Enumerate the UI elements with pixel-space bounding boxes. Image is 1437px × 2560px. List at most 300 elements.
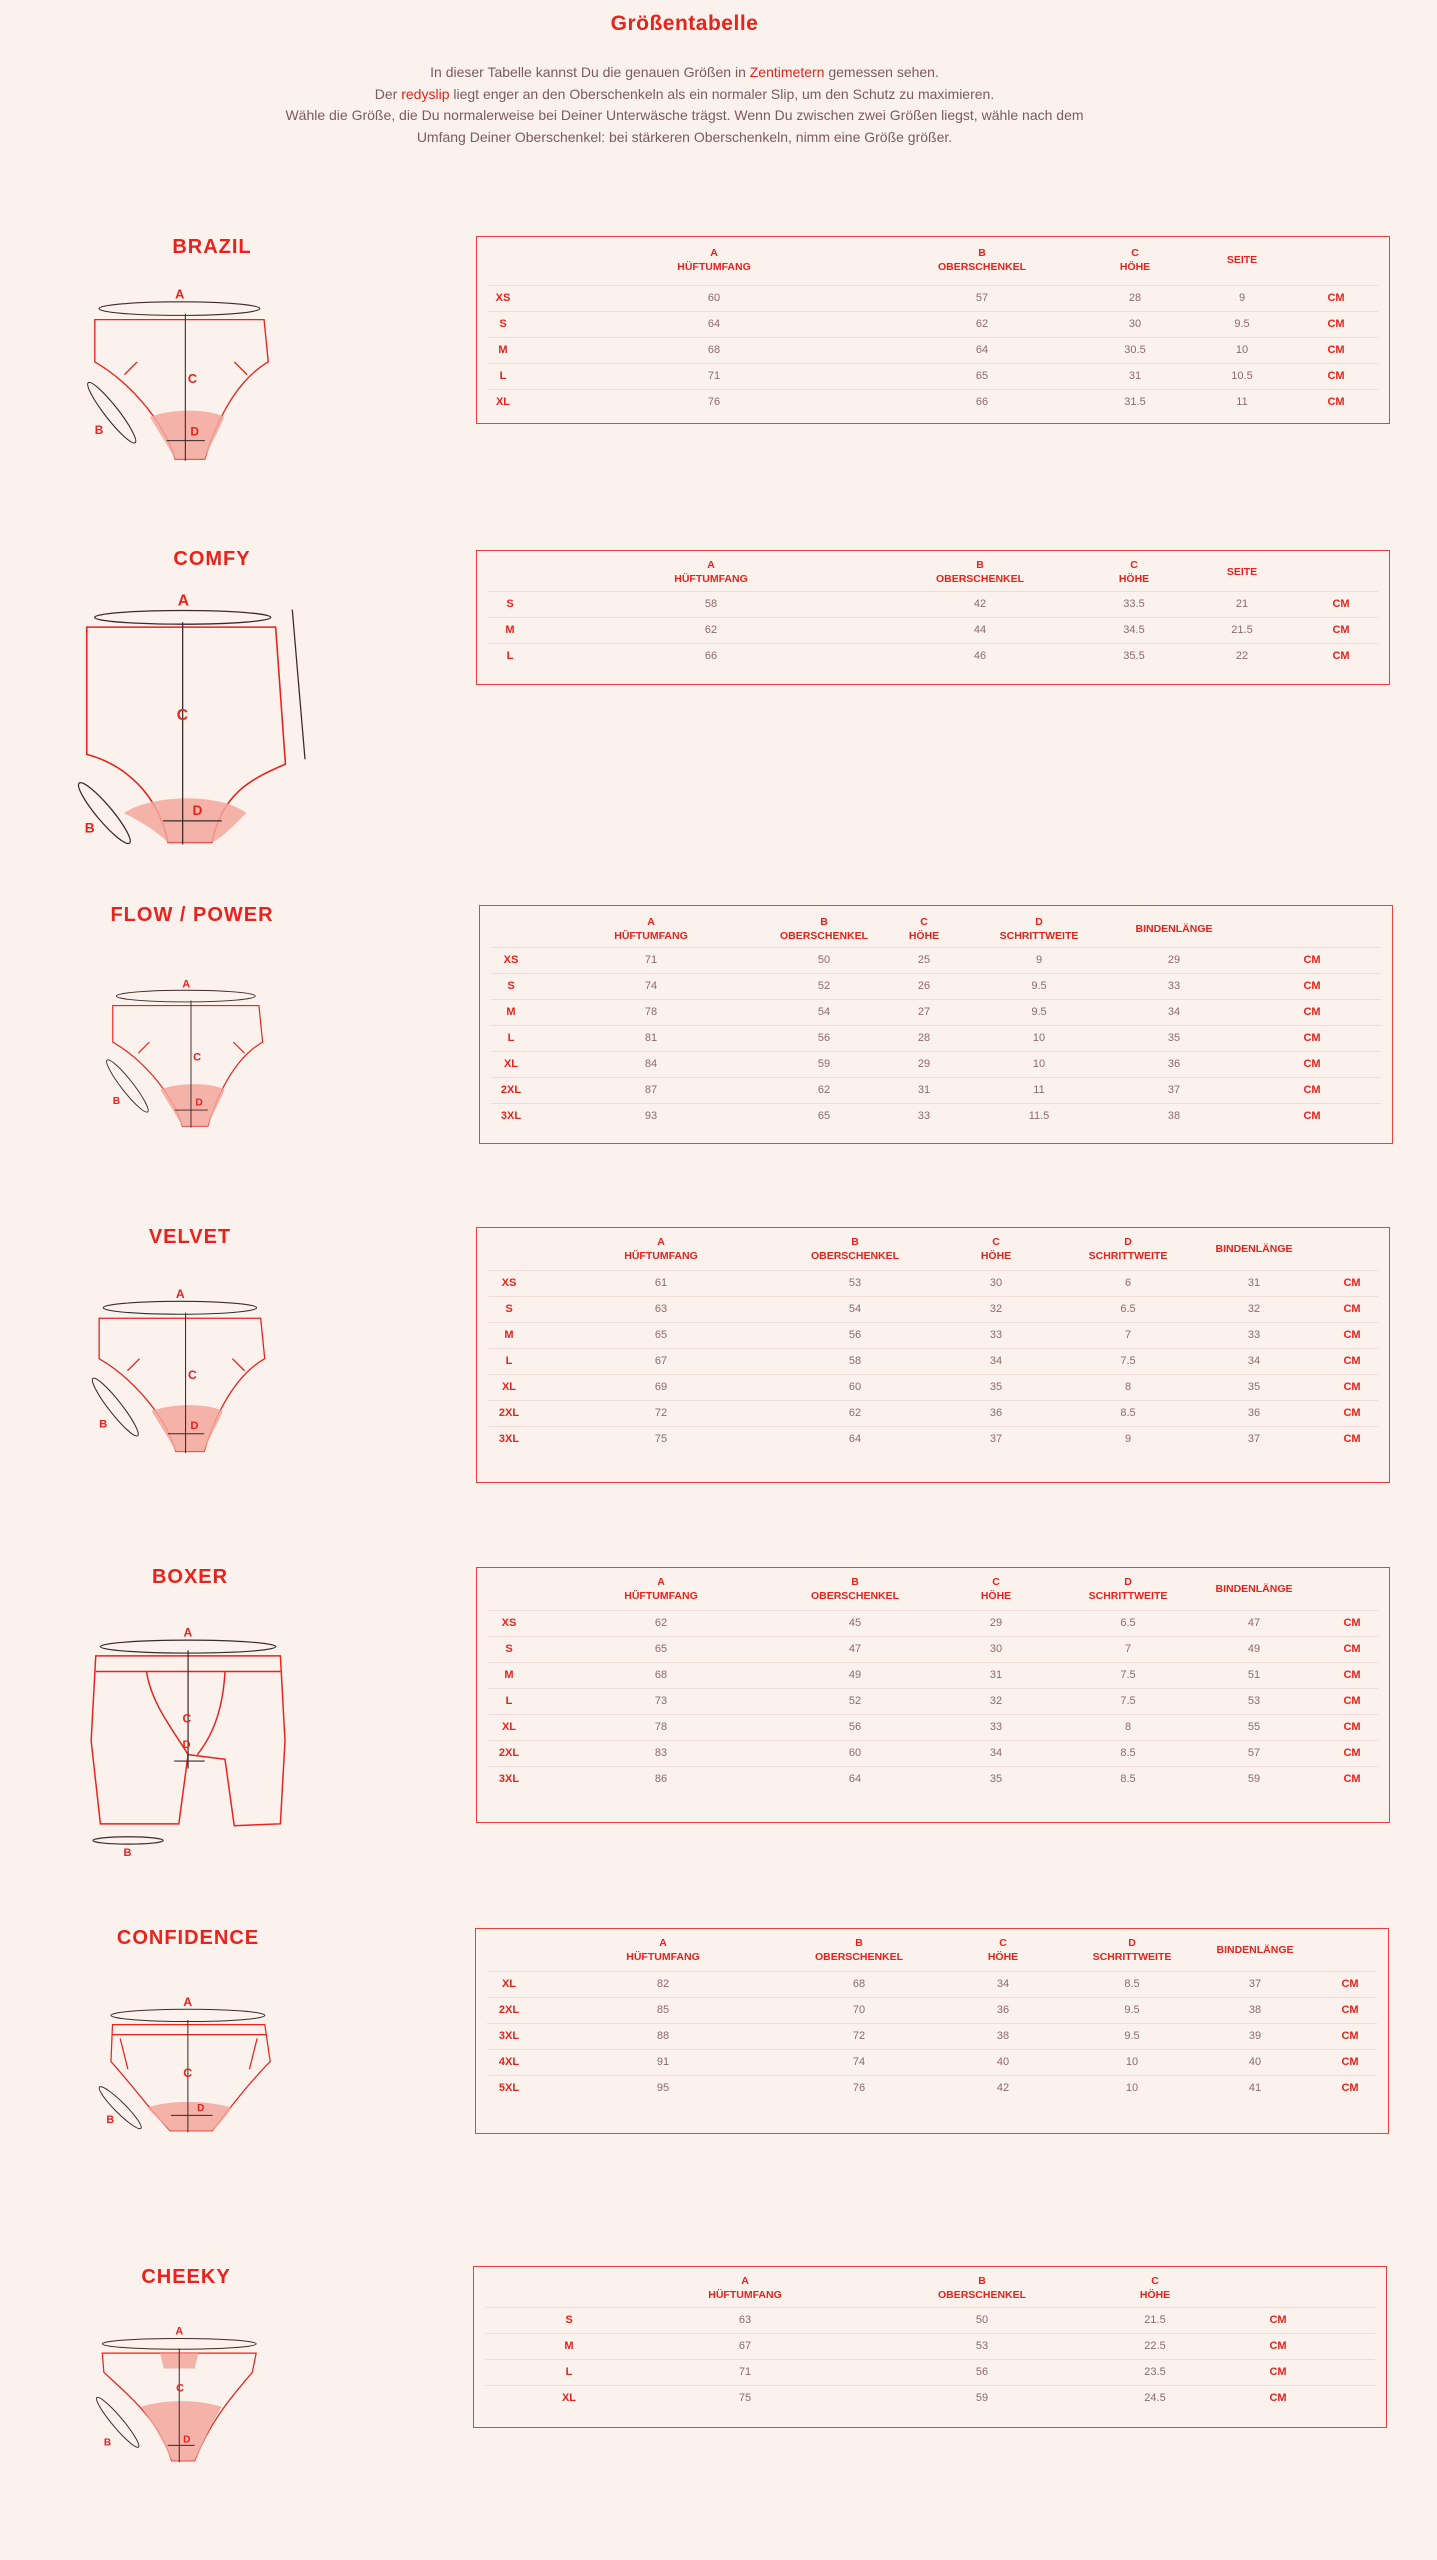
table-cell: 59 bbox=[1247, 1773, 1261, 1785]
table-cell: 55 bbox=[1247, 1721, 1261, 1733]
thigh-ellipse bbox=[88, 1374, 143, 1439]
table-cell: 52 bbox=[848, 1695, 862, 1707]
size-label: XS bbox=[501, 1277, 517, 1289]
table-cell: 88 bbox=[656, 2030, 670, 2042]
unit-label: CM bbox=[1303, 1058, 1321, 1070]
unit-label: CM bbox=[1343, 1695, 1361, 1707]
row-divider bbox=[485, 2385, 1375, 2386]
table-cell: 78 bbox=[644, 1006, 658, 1018]
label-d: D bbox=[197, 2102, 205, 2114]
column-header: D SCHRITTWEITE bbox=[1092, 1937, 1172, 1963]
table-cell: 7.5 bbox=[1120, 1669, 1136, 1681]
table-cell: 56 bbox=[848, 1329, 862, 1341]
row-divider bbox=[488, 337, 1378, 338]
table-cell: 27 bbox=[917, 1006, 931, 1018]
unit-label: CM bbox=[1341, 2030, 1359, 2042]
size-label: S bbox=[505, 1303, 513, 1315]
table-cell: 75 bbox=[654, 1433, 668, 1445]
table-cell: 8.5 bbox=[1120, 1773, 1136, 1785]
table-cell: 9.5 bbox=[1234, 318, 1250, 330]
table-cell: 38 bbox=[1167, 1110, 1181, 1122]
table-cell: 75 bbox=[738, 2392, 752, 2404]
table-cell: 60 bbox=[707, 292, 721, 304]
size-label: L bbox=[507, 1032, 515, 1044]
table-cell: 26 bbox=[917, 980, 931, 992]
label-d: D bbox=[183, 2434, 191, 2446]
column-header: C HÖHE bbox=[1119, 247, 1151, 273]
label-d: D bbox=[182, 1739, 191, 1752]
size-label: 3XL bbox=[498, 1433, 520, 1445]
table-cell: 84 bbox=[644, 1058, 658, 1070]
table-cell: 56 bbox=[817, 1032, 831, 1044]
table-cell: 65 bbox=[654, 1329, 668, 1341]
table-cell: 35 bbox=[1247, 1381, 1261, 1393]
table-cell: 10 bbox=[1125, 2056, 1139, 2068]
table-cell: 70 bbox=[852, 2004, 866, 2016]
product-title-velvet: VELVET bbox=[148, 1226, 232, 1248]
table-cell: 33 bbox=[989, 1721, 1003, 1733]
label-b: B bbox=[84, 820, 95, 836]
label-a: A bbox=[175, 1287, 185, 1302]
waist-ellipse bbox=[111, 2009, 265, 2021]
table-cell: 33 bbox=[917, 1110, 931, 1122]
table-cell: 10 bbox=[1032, 1032, 1046, 1044]
table-cell: 37 bbox=[989, 1433, 1003, 1445]
table-cell: 50 bbox=[817, 954, 831, 966]
table-cell: 64 bbox=[848, 1433, 862, 1445]
garment-svg bbox=[85, 1625, 305, 1870]
size-label: M bbox=[504, 1329, 514, 1341]
table-cell: 57 bbox=[975, 292, 989, 304]
table-cell: 8.5 bbox=[1124, 1978, 1140, 1990]
unit-label: CM bbox=[1269, 2340, 1287, 2352]
column-header: B OBERSCHENKEL bbox=[810, 1236, 900, 1262]
table-cell: 21.5 bbox=[1231, 624, 1253, 636]
table-cell: 61 bbox=[654, 1277, 668, 1289]
table-cell: 42 bbox=[973, 598, 987, 610]
size-label: 2XL bbox=[498, 1407, 520, 1419]
table-cell: 52 bbox=[817, 980, 831, 992]
size-label: XL bbox=[501, 1978, 517, 1990]
row-divider bbox=[491, 1077, 1381, 1078]
table-cell: 33.5 bbox=[1123, 598, 1145, 610]
unit-label: CM bbox=[1343, 1721, 1361, 1733]
table-cell: 72 bbox=[852, 2030, 866, 2042]
table-cell: 21 bbox=[1235, 598, 1249, 610]
table-cell: 37 bbox=[1247, 1433, 1261, 1445]
table-cell: 34.5 bbox=[1123, 624, 1145, 636]
table-cell: 74 bbox=[852, 2056, 866, 2068]
column-header: BINDENLÄNGE bbox=[1135, 923, 1213, 935]
table-cell: 66 bbox=[704, 650, 718, 662]
size-label: XS bbox=[503, 954, 519, 966]
size-label: 4XL bbox=[498, 2056, 520, 2068]
column-header: SEITE bbox=[1226, 254, 1258, 266]
unit-label: CM bbox=[1343, 1329, 1361, 1341]
table-cell: 71 bbox=[707, 370, 721, 382]
unit-label: CM bbox=[1343, 1643, 1361, 1655]
row-divider bbox=[488, 1348, 1378, 1349]
table-cell: 68 bbox=[654, 1669, 668, 1681]
table-cell: 32 bbox=[1247, 1303, 1261, 1315]
table-cell: 24.5 bbox=[1144, 2392, 1166, 2404]
table-cell: 68 bbox=[707, 344, 721, 356]
label-c: C bbox=[182, 1711, 192, 1726]
row-divider bbox=[488, 1766, 1378, 1767]
waist-ellipse bbox=[102, 2338, 256, 2349]
column-header: BINDENLÄNGE bbox=[1215, 1583, 1293, 1595]
row-divider bbox=[491, 1051, 1381, 1052]
table-cell: 60 bbox=[848, 1381, 862, 1393]
table-cell: 37 bbox=[1167, 1084, 1181, 1096]
table-cell: 37 bbox=[1248, 1978, 1262, 1990]
table-cell: 87 bbox=[644, 1084, 658, 1096]
product-title-confidence: CONFIDENCE bbox=[116, 1927, 260, 1949]
table-cell: 6 bbox=[1124, 1277, 1132, 1289]
column-header: A HÜFTUMFANG bbox=[626, 1937, 700, 1963]
table-cell: 47 bbox=[848, 1643, 862, 1655]
table-cell: 29 bbox=[1167, 954, 1181, 966]
table-cell: 68 bbox=[852, 1978, 866, 1990]
label-a: A bbox=[183, 1625, 193, 1640]
unit-label: CM bbox=[1343, 1303, 1361, 1315]
size-label: S bbox=[499, 318, 507, 330]
size-label: 2XL bbox=[498, 2004, 520, 2016]
label-a: A bbox=[177, 592, 190, 610]
unit-label: CM bbox=[1269, 2366, 1287, 2378]
size-label: 2XL bbox=[498, 1747, 520, 1759]
label-a: A bbox=[183, 1995, 193, 2010]
side-arrow bbox=[292, 610, 305, 760]
label-a: A bbox=[175, 287, 185, 302]
table-cell: 66 bbox=[975, 396, 989, 408]
label-b: B bbox=[112, 1096, 121, 1108]
row-divider bbox=[488, 1426, 1378, 1427]
column-header: B OBERSCHENKEL bbox=[937, 247, 1027, 273]
unit-label: CM bbox=[1327, 396, 1345, 408]
table-cell: 9 bbox=[1035, 954, 1043, 966]
table-cell: 62 bbox=[848, 1407, 862, 1419]
row-divider bbox=[491, 1103, 1381, 1104]
column-header: D SCHRITTWEITE bbox=[1088, 1236, 1168, 1262]
table-cell: 7.5 bbox=[1120, 1695, 1136, 1707]
unit-label: CM bbox=[1303, 1110, 1321, 1122]
table-cell: 10 bbox=[1032, 1058, 1046, 1070]
table-cell: 21.5 bbox=[1144, 2314, 1166, 2326]
size-label: M bbox=[504, 1669, 514, 1681]
table-cell: 9 bbox=[1124, 1433, 1132, 1445]
table-cell: 71 bbox=[738, 2366, 752, 2378]
row-divider bbox=[491, 1025, 1381, 1026]
unit-label: CM bbox=[1269, 2392, 1287, 2404]
product-title-boxer: BOXER bbox=[151, 1566, 229, 1588]
table-cell: 11 bbox=[1236, 396, 1248, 408]
row-divider bbox=[488, 1374, 1378, 1375]
column-header: C HÖHE bbox=[1139, 2275, 1171, 2301]
table-cell: 6.5 bbox=[1120, 1617, 1136, 1629]
thigh-ellipse bbox=[103, 1056, 153, 1115]
table-cell: 10 bbox=[1235, 344, 1249, 356]
column-header: B OBERSCHENKEL bbox=[937, 2275, 1027, 2301]
table-cell: 81 bbox=[644, 1032, 658, 1044]
intro-line-2: Der redyslip liegt enger an den Oberschenkeln als ein normaler Slip, um den Schutz zu maximieren. bbox=[374, 85, 995, 102]
table-cell: 30 bbox=[1128, 318, 1142, 330]
size-label: XL bbox=[495, 396, 511, 408]
table-cell: 85 bbox=[656, 2004, 670, 2016]
label-c: C bbox=[193, 1051, 202, 1064]
table-cell: 30 bbox=[989, 1277, 1003, 1289]
unit-label: CM bbox=[1327, 344, 1345, 356]
table-cell: 40 bbox=[996, 2056, 1010, 2068]
table-cell: 59 bbox=[817, 1058, 831, 1070]
table-cell: 34 bbox=[1167, 1006, 1181, 1018]
column-header: A HÜFTUMFANG bbox=[708, 2275, 782, 2301]
table-cell: 41 bbox=[1248, 2082, 1262, 2094]
table-cell: 62 bbox=[975, 318, 989, 330]
table-cell: 34 bbox=[996, 1978, 1010, 1990]
table-cell: 36 bbox=[996, 2004, 1010, 2016]
intro-brand: redyslip bbox=[401, 85, 450, 102]
waist-ellipse bbox=[95, 610, 271, 624]
table-cell: 46 bbox=[973, 650, 987, 662]
table-cell: 36 bbox=[989, 1407, 1003, 1419]
table-cell: 31 bbox=[917, 1084, 931, 1096]
garment-svg bbox=[80, 287, 300, 510]
row-divider bbox=[488, 285, 1378, 286]
table-cell: 39 bbox=[1248, 2030, 1262, 2042]
table-cell: 82 bbox=[656, 1978, 670, 1990]
garment-diagram-confidence bbox=[70, 1995, 305, 2200]
unit-label: CM bbox=[1327, 370, 1345, 382]
table-cell: 72 bbox=[654, 1407, 668, 1419]
table-cell: 62 bbox=[654, 1617, 668, 1629]
table-cell: 10.5 bbox=[1231, 370, 1253, 382]
unit-label: CM bbox=[1327, 318, 1345, 330]
waist-ellipse bbox=[103, 1301, 256, 1314]
table-cell: 8.5 bbox=[1120, 1407, 1136, 1419]
garment-svg bbox=[80, 1287, 300, 1500]
table-cell: 29 bbox=[989, 1617, 1003, 1629]
table-cell: 36 bbox=[1167, 1058, 1181, 1070]
table-cell: 25 bbox=[917, 954, 931, 966]
table-cell: 62 bbox=[704, 624, 718, 636]
garment-diagram-velvet bbox=[80, 1287, 300, 1500]
row-divider bbox=[488, 1662, 1378, 1663]
unit-label: CM bbox=[1332, 650, 1350, 662]
table-cell: 9.5 bbox=[1031, 1006, 1047, 1018]
label-c: C bbox=[187, 1367, 197, 1382]
unit-label: CM bbox=[1269, 2314, 1287, 2326]
unit-label: CM bbox=[1303, 954, 1321, 966]
table-cell: 31 bbox=[989, 1669, 1003, 1681]
row-divider bbox=[488, 1270, 1378, 1271]
size-label: 3XL bbox=[498, 1773, 520, 1785]
row-divider bbox=[488, 1610, 1378, 1611]
unit-label: CM bbox=[1343, 1407, 1361, 1419]
unit-label: CM bbox=[1343, 1747, 1361, 1759]
table-cell: 53 bbox=[848, 1277, 862, 1289]
product-title-comfy: COMFY bbox=[173, 548, 251, 570]
row-divider bbox=[491, 973, 1381, 974]
table-cell: 62 bbox=[817, 1084, 831, 1096]
table-cell: 63 bbox=[738, 2314, 752, 2326]
size-label: XL bbox=[501, 1381, 517, 1393]
label-c: C bbox=[183, 2065, 193, 2080]
table-cell: 33 bbox=[1247, 1329, 1261, 1341]
waist-ellipse bbox=[116, 990, 255, 1002]
table-cell: 10 bbox=[1125, 2082, 1139, 2094]
garment-svg bbox=[70, 1995, 305, 2200]
column-header: C HÖHE bbox=[980, 1236, 1012, 1262]
table-cell: 53 bbox=[975, 2340, 989, 2352]
size-label: XL bbox=[561, 2392, 577, 2404]
table-cell: 74 bbox=[644, 980, 658, 992]
table-cell: 11 bbox=[1033, 1084, 1045, 1096]
table-cell: 9.5 bbox=[1124, 2004, 1140, 2016]
table-cell: 56 bbox=[848, 1721, 862, 1733]
intro-line-1: In dieser Tabelle kannst Du die genauen Größen in Zentimetern gemessen sehen. bbox=[430, 64, 939, 80]
label-d: D bbox=[190, 424, 199, 439]
row-divider bbox=[485, 2333, 1375, 2334]
unit-label: CM bbox=[1341, 2056, 1359, 2068]
row-divider bbox=[488, 1400, 1378, 1401]
size-label: XL bbox=[503, 1058, 519, 1070]
row-divider bbox=[488, 1636, 1378, 1637]
table-cell: 7 bbox=[1124, 1329, 1132, 1341]
page-title: Größentabelle bbox=[610, 12, 759, 35]
row-divider bbox=[488, 617, 1378, 618]
table-cell: 65 bbox=[817, 1110, 831, 1122]
intro-line-4: Umfang Deiner Oberschenkel: bei stärkeren Oberschenkeln, nimm eine Größe größer. bbox=[416, 128, 953, 145]
size-label: 2XL bbox=[500, 1084, 522, 1096]
table-cell: 64 bbox=[848, 1773, 862, 1785]
column-header: C HÖHE bbox=[908, 916, 940, 942]
label-d: D bbox=[192, 803, 203, 819]
label-d: D bbox=[195, 1097, 203, 1109]
table-cell: 8.5 bbox=[1120, 1747, 1136, 1759]
label-a: A bbox=[182, 978, 191, 991]
row-divider bbox=[487, 2049, 1377, 2050]
table-cell: 22.5 bbox=[1144, 2340, 1166, 2352]
row-divider bbox=[488, 1714, 1378, 1715]
table-cell: 58 bbox=[704, 598, 718, 610]
gusset-area bbox=[152, 1405, 223, 1451]
garment-svg bbox=[75, 590, 305, 860]
unit-label: CM bbox=[1332, 624, 1350, 636]
table-cell: 9 bbox=[1238, 292, 1246, 304]
table-cell: 45 bbox=[848, 1617, 862, 1629]
garment-diagram-cheeky bbox=[75, 2325, 295, 2530]
label-b: B bbox=[99, 1418, 108, 1431]
label-d: D bbox=[190, 1419, 199, 1432]
column-header: C HÖHE bbox=[980, 1576, 1012, 1602]
table-cell: 33 bbox=[1167, 980, 1181, 992]
column-header: B OBERSCHENKEL bbox=[779, 916, 869, 942]
row-divider bbox=[488, 1322, 1378, 1323]
table-cell: 38 bbox=[996, 2030, 1010, 2042]
table-cell: 36 bbox=[1247, 1407, 1261, 1419]
unit-label: CM bbox=[1341, 1978, 1359, 1990]
label-b: B bbox=[103, 2437, 112, 2449]
size-label: S bbox=[507, 980, 515, 992]
label-c: C bbox=[176, 2382, 184, 2395]
size-label: 3XL bbox=[500, 1110, 522, 1122]
table-cell: 7.5 bbox=[1120, 1355, 1136, 1367]
table-cell: 57 bbox=[1247, 1747, 1261, 1759]
size-label: M bbox=[564, 2340, 574, 2352]
column-header: BINDENLÄNGE bbox=[1215, 1243, 1293, 1255]
size-label: L bbox=[505, 1695, 513, 1707]
intro-link-zentimetern[interactable]: Zentimetern bbox=[749, 64, 825, 80]
table-cell: 30.5 bbox=[1124, 344, 1146, 356]
size-label: 3XL bbox=[498, 2030, 520, 2042]
table-cell: 42 bbox=[996, 2082, 1010, 2094]
column-header: A HÜFTUMFANG bbox=[674, 559, 748, 585]
table-cell: 63 bbox=[654, 1303, 668, 1315]
label-b: B bbox=[94, 422, 104, 437]
row-divider bbox=[491, 999, 1381, 1000]
unit-label: CM bbox=[1303, 1084, 1321, 1096]
size-label: L bbox=[499, 370, 507, 382]
unit-label: CM bbox=[1341, 2004, 1359, 2016]
table-cell: 47 bbox=[1247, 1617, 1261, 1629]
table-cell: 8 bbox=[1124, 1721, 1132, 1733]
table-cell: 31.5 bbox=[1124, 396, 1146, 408]
table-cell: 40 bbox=[1248, 2056, 1262, 2068]
label-c: C bbox=[187, 372, 198, 387]
product-title-brazil: BRAZIL bbox=[172, 236, 252, 258]
unit-label: CM bbox=[1343, 1617, 1361, 1629]
label-b: B bbox=[123, 1847, 132, 1860]
row-divider bbox=[488, 643, 1378, 644]
table-cell: 69 bbox=[654, 1381, 668, 1393]
table-cell: 95 bbox=[656, 2082, 670, 2094]
table-cell: 6.5 bbox=[1120, 1303, 1136, 1315]
table-cell: 7 bbox=[1124, 1643, 1132, 1655]
unit-label: CM bbox=[1303, 1032, 1321, 1044]
table-cell: 65 bbox=[654, 1643, 668, 1655]
thigh-ellipse bbox=[93, 1837, 163, 1844]
table-cell: 76 bbox=[707, 396, 721, 408]
row-divider bbox=[487, 2023, 1377, 2024]
garment-svg bbox=[85, 980, 305, 1170]
table-cell: 65 bbox=[975, 370, 989, 382]
table-cell: 30 bbox=[989, 1643, 1003, 1655]
table-cell: 76 bbox=[852, 2082, 866, 2094]
table-cell: 60 bbox=[848, 1747, 862, 1759]
table-cell: 93 bbox=[644, 1110, 658, 1122]
table-cell: 86 bbox=[654, 1773, 668, 1785]
column-header: B OBERSCHENKEL bbox=[814, 1937, 904, 1963]
table-cell: 38 bbox=[1248, 2004, 1262, 2016]
unit-label: CM bbox=[1341, 2082, 1359, 2094]
size-label: M bbox=[506, 1006, 516, 1018]
table-cell: 9.5 bbox=[1124, 2030, 1140, 2042]
row-divider bbox=[488, 363, 1378, 364]
garment-diagram-flow bbox=[85, 980, 305, 1170]
garment-diagram-brazil bbox=[80, 287, 300, 510]
table-cell: 53 bbox=[1247, 1695, 1261, 1707]
table-cell: 73 bbox=[654, 1695, 668, 1707]
size-label: S bbox=[565, 2314, 573, 2326]
table-cell: 31 bbox=[1247, 1277, 1261, 1289]
gusset-area bbox=[147, 2102, 232, 2131]
gusset-area bbox=[160, 1084, 224, 1126]
unit-label: CM bbox=[1343, 1355, 1361, 1367]
table-cell: 35 bbox=[1167, 1032, 1181, 1044]
unit-label: CM bbox=[1332, 598, 1350, 610]
table-cell: 11.5 bbox=[1028, 1110, 1050, 1122]
